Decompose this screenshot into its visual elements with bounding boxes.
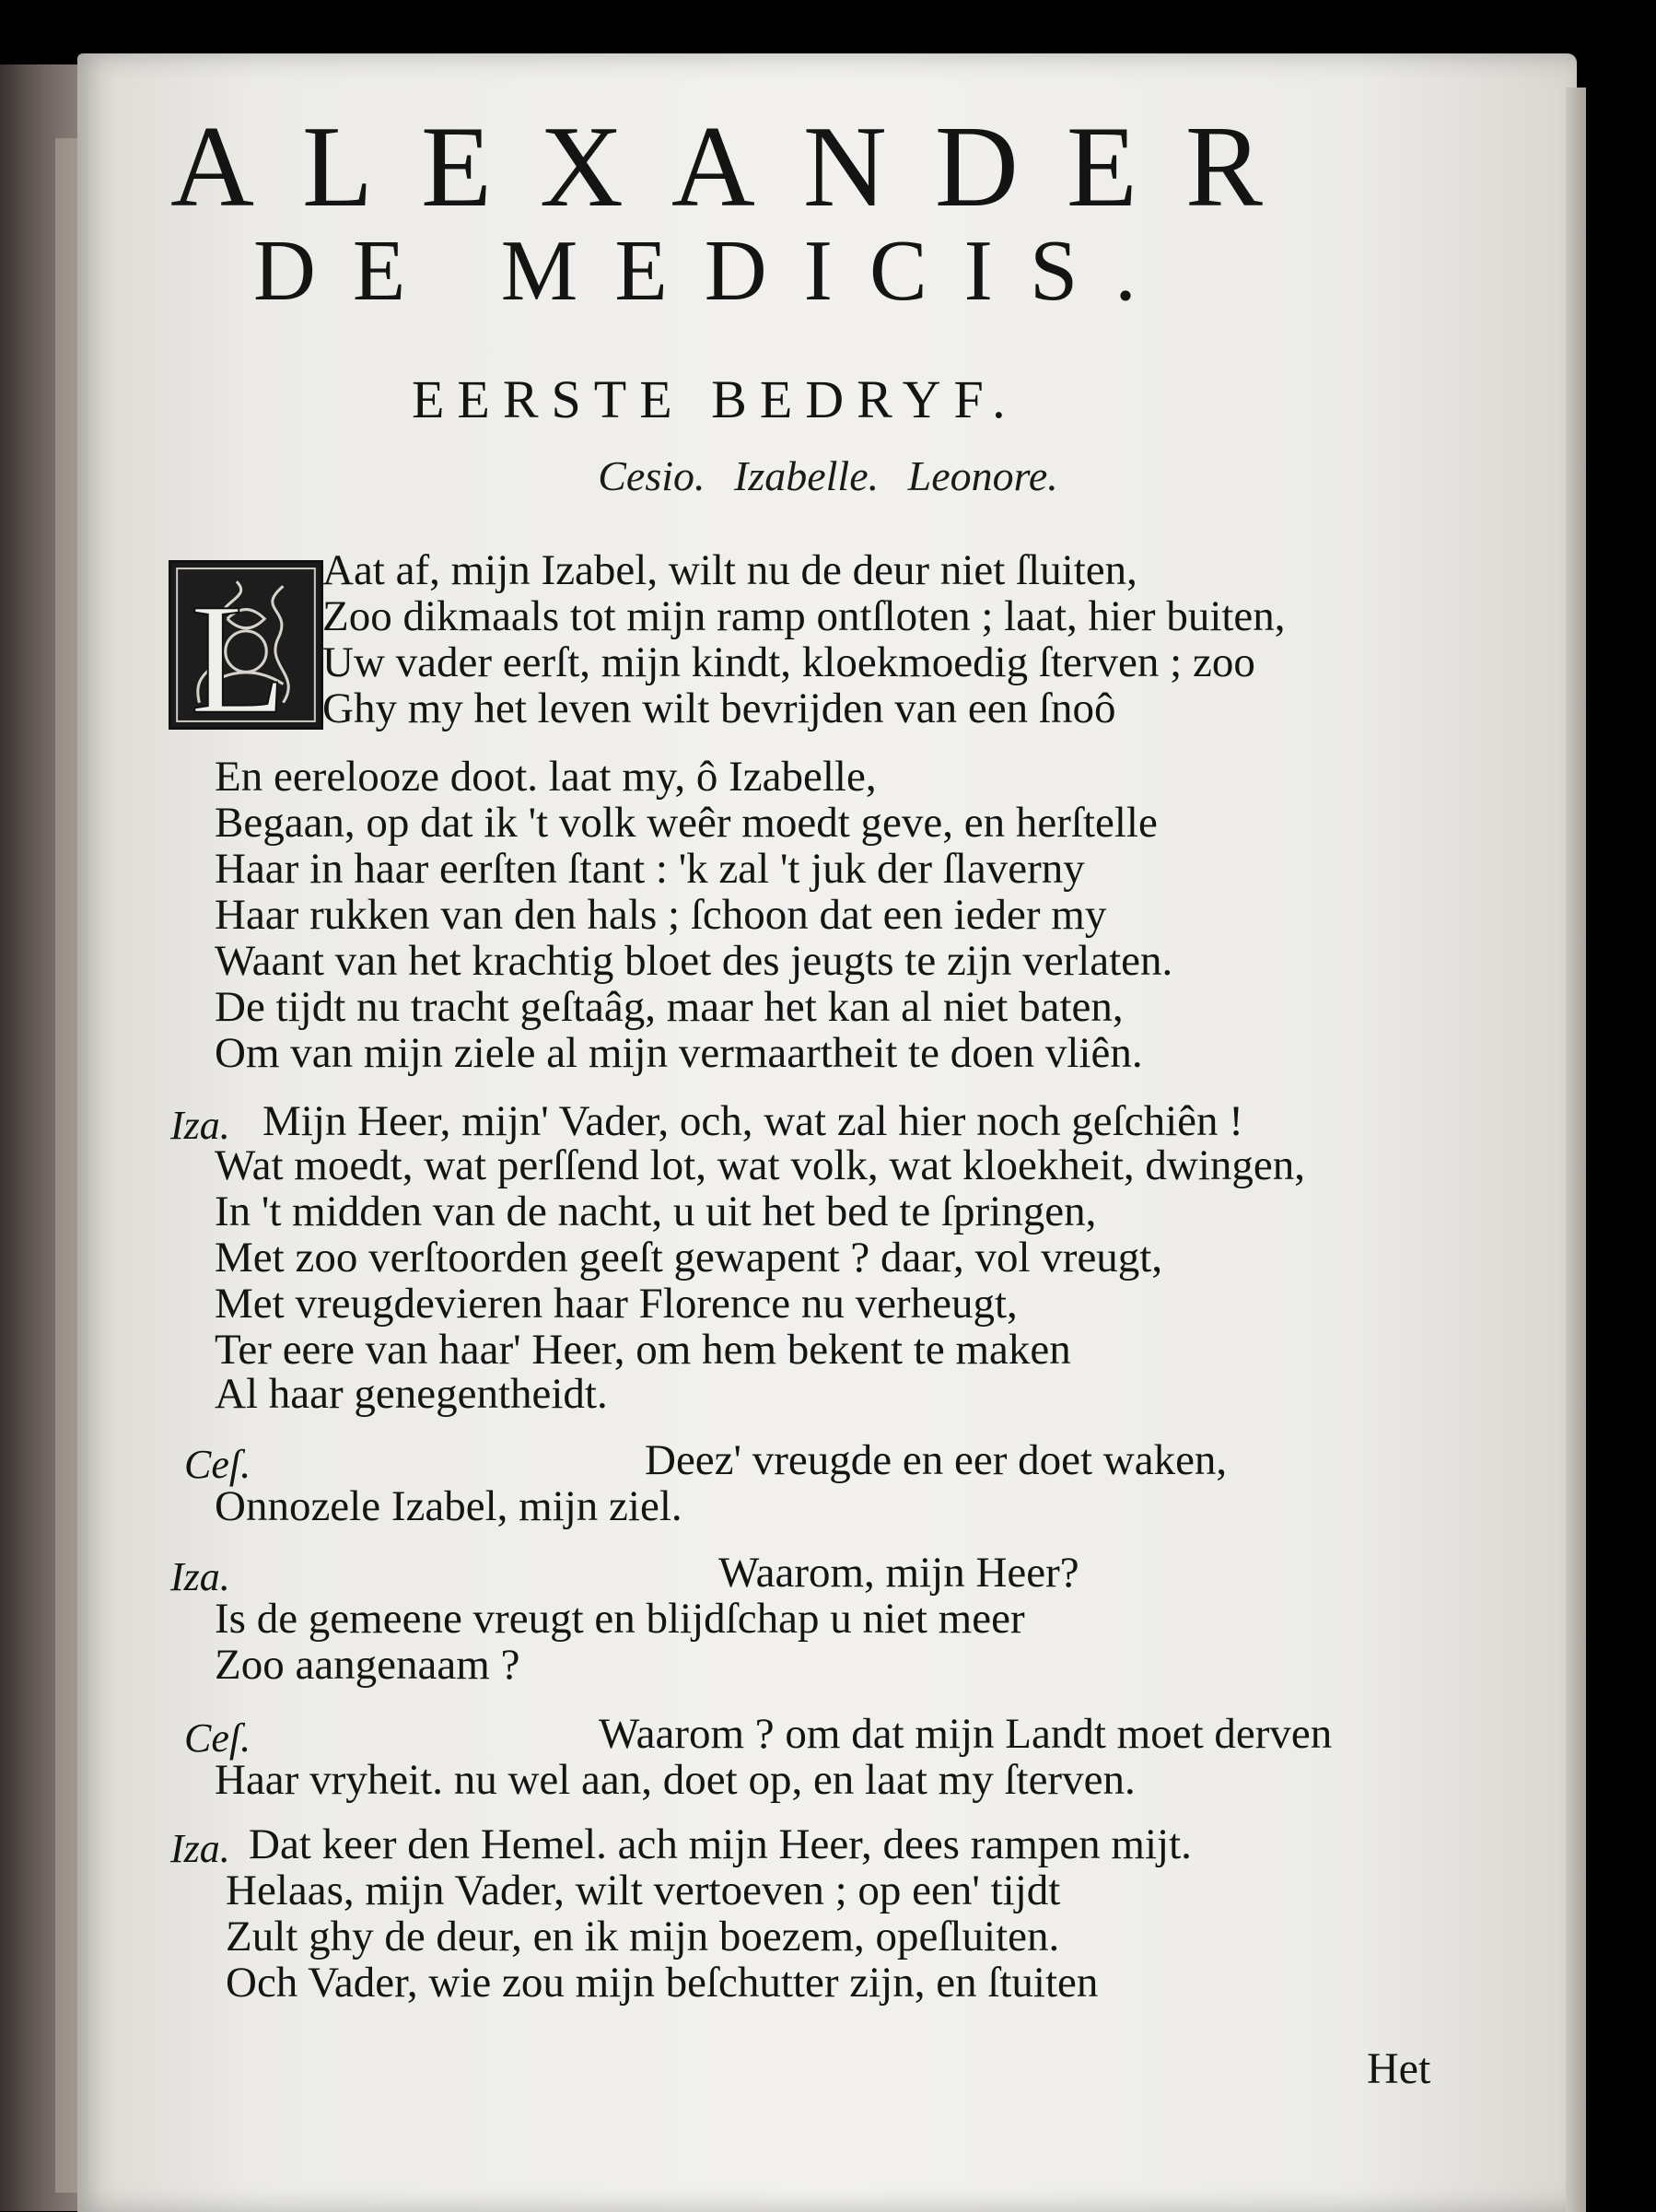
verse-line: Aat af, mijn Izabel, wilt nu de deur niet ſluiten, bbox=[322, 546, 1137, 594]
speaker-label: Iza. bbox=[170, 1826, 230, 1871]
verse-line: Helaas, mijn Vader, wilt vertoeven ; op een' tijdt bbox=[226, 1867, 1061, 1914]
verse-line: Met zoo verſtoorden geeſt gewapent ? daar, vol vreugt, bbox=[215, 1234, 1163, 1282]
verse-line: Ter eere van haar' Heer, om hem bekent te maken bbox=[215, 1326, 1071, 1374]
verse-line: Zult ghy de deur, en ik mijn boezem, opeſluiten. bbox=[226, 1913, 1060, 1960]
verse-line: Dat keer den Hemel. ach mijn Heer, dees rampen mijt. bbox=[249, 1820, 1192, 1868]
verse-line: De tijdt nu tracht geſtaâg, maar het kan al niet baten, bbox=[215, 983, 1124, 1031]
verse-line: Begaan, op dat ik 't volk weêr moedt geve, en herſtelle bbox=[215, 799, 1158, 847]
verse-line: Waarom ? om dat mijn Landt moet derven bbox=[599, 1710, 1333, 1758]
verse-line: Waant van het krachtig bloet des jeugts te zijn verlaten. bbox=[215, 937, 1173, 985]
verse-line: En eerelooze doot. laat my, ô Izabelle, bbox=[215, 753, 877, 801]
verse-line: Met vreugdevieren haar Florence nu verheugt, bbox=[215, 1280, 1018, 1328]
verse-line: Om van mijn ziele al mijn vermaartheit te doen vliên. bbox=[215, 1029, 1143, 1077]
verse-line: Zoo dikmaals tot mijn ramp ontſloten ; laat, hier buiten, bbox=[322, 592, 1286, 640]
verse-line: Wat moedt, wat perſſend lot, wat volk, wat kloekheit, dwingen, bbox=[215, 1141, 1305, 1189]
verse-line: Mijn Heer, mijn' Vader, och, wat zal hier noch geſchiên ! bbox=[262, 1097, 1243, 1145]
verse-line: Haar in haar eerſten ſtant : 'k zal 't juk der ſlaverny bbox=[215, 845, 1085, 893]
verse-line: Is de gemeene vreugt en blijdſchap u niet meer bbox=[215, 1595, 1025, 1643]
speaker-label: Iza. bbox=[170, 1554, 230, 1599]
page-stack-edge bbox=[1566, 88, 1586, 2212]
decorated-initial-letter bbox=[169, 560, 323, 730]
speaker-label: Ceſ. bbox=[184, 1442, 251, 1487]
speaker-label: Ceſ. bbox=[184, 1715, 251, 1761]
verse-line: In 't midden van de nacht, u uit het bed te ſpringen, bbox=[215, 1188, 1097, 1235]
act-heading: EERSTE BEDRYF. bbox=[412, 369, 1019, 429]
verse-line: Haar vryheit. nu wel aan, doet op, en laat my ſterven. bbox=[215, 1756, 1136, 1804]
verse-line: Zoo aangenaam ? bbox=[215, 1641, 520, 1689]
speaker-label: Iza. bbox=[170, 1103, 230, 1148]
characters-line: Cesio. Izabelle. Leonore. bbox=[598, 452, 1058, 499]
title-line-1: ALEXANDER bbox=[170, 103, 1311, 231]
verse-line: Deez' vreugde en eer doet waken, bbox=[645, 1436, 1228, 1484]
verse-line: Onnozele Izabel, mijn ziel. bbox=[215, 1482, 682, 1530]
verse-line: Haar rukken van den hals ; ſchoon dat een ieder my bbox=[215, 891, 1107, 939]
title-line-2: DE MEDICIS. bbox=[253, 223, 1173, 319]
verse-line: Waarom, mijn Heer? bbox=[718, 1549, 1079, 1597]
initial-glyph: L bbox=[190, 571, 287, 727]
verse-line: Al haar genegentheidt. bbox=[215, 1370, 608, 1418]
verse-line: Ghy my het leven wilt bevrijden van een ſnoô bbox=[322, 685, 1116, 732]
verse-line: Uw vader eerſt, mijn kindt, kloekmoedig ſterven ; zoo bbox=[322, 638, 1255, 686]
catchword: Het bbox=[1367, 2044, 1431, 2093]
verse-line: Och Vader, wie zou mijn beſchutter zijn, en ſtuiten bbox=[226, 1959, 1099, 2007]
